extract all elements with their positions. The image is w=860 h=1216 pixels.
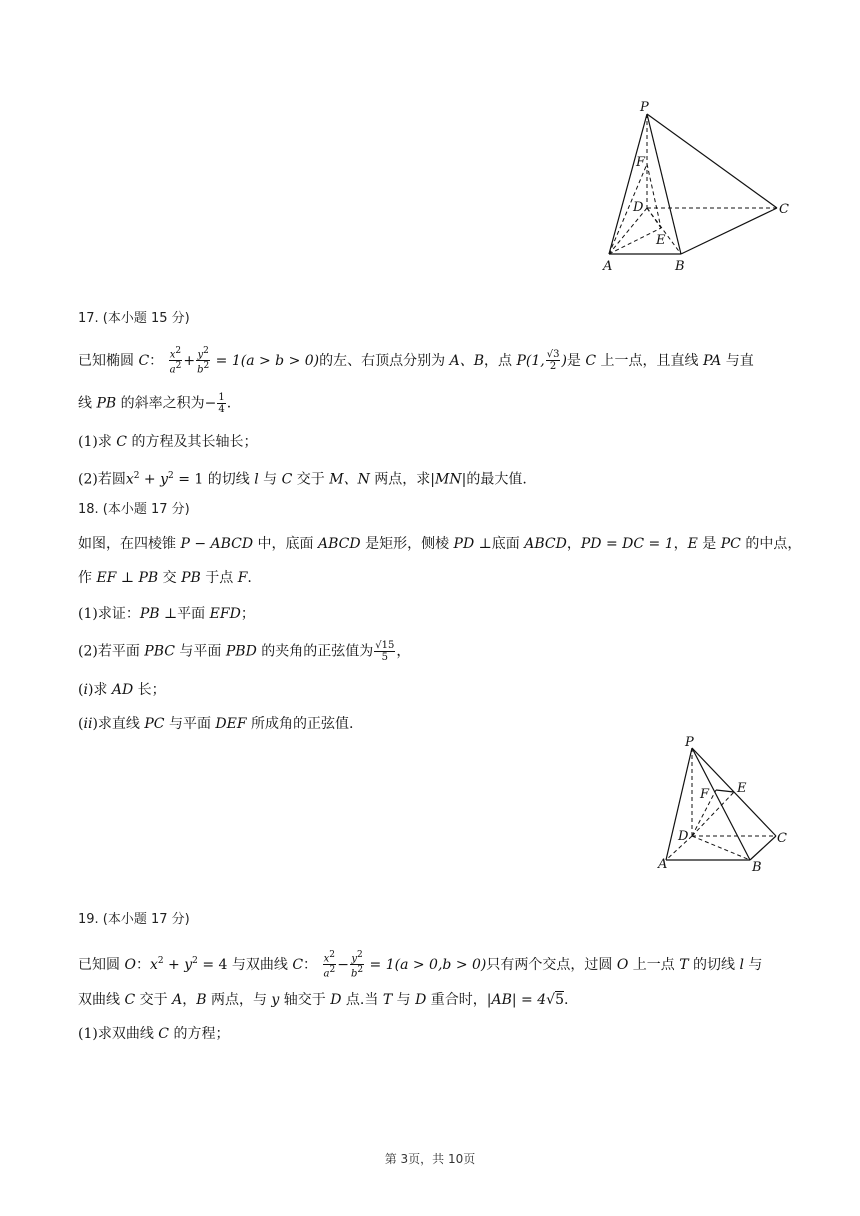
label-e: E [737, 781, 747, 796]
q18-part-2ii: (ii)求直线 PC 与平面 DEF 所成角的正弦值. [78, 716, 354, 732]
label-p: P [685, 735, 694, 750]
label-b: B [752, 860, 762, 875]
q18-line-2: 作 EF ⊥ PB 交 PB 于点 F. [78, 570, 252, 586]
edge-fe [647, 164, 661, 228]
edge-de [692, 792, 734, 836]
label-d: D [678, 829, 689, 844]
edge-de [647, 208, 661, 228]
math-eq: = 1(a > b > 0) [215, 352, 320, 369]
q17-part-2: (2)若圆$x^2 + y^2 = 1$ 的切线 l 与 C 交于 M、N 两点，求|MN|的最大值. [78, 471, 527, 488]
label-f: F [700, 787, 710, 802]
fraction-x2-a2: $\frac{x^2}{a^2}$ [169, 346, 182, 376]
edge-bc [750, 836, 776, 860]
label-c: C [777, 831, 787, 846]
q18-header: 18. (本小题 17 分) [78, 502, 190, 517]
label-p: P [640, 100, 649, 115]
q19-part-1: (1)求双曲线 C 的方程； [78, 1026, 230, 1042]
q17-header: 17. (本小题 15 分) [78, 311, 190, 326]
fraction-1-4: $\frac{1}{4}$ [218, 392, 225, 415]
q17-line-2: 线 PB 的斜率之积为− $\frac{1}{4}$ . [78, 392, 232, 415]
q17-line-1: 已知椭圆 C： $\frac{x^2}{a^2}$ + $\frac{y^2}{b^2}$ = 1(a > b > 0)的左、右顶点分别为 A、B，点 P(1, $\frac{√3}{2}$ )是 C 上一点，且直线 PA 与直 [78, 346, 754, 376]
q17-part-1: (1)求 C 的方程及其长轴长； [78, 434, 258, 450]
edge-bc [681, 208, 777, 254]
label-d: D [633, 200, 644, 215]
fraction-y2-b2: $\frac{y^2}{b^2}$ [350, 950, 364, 980]
label-a: A [658, 857, 668, 872]
edge-pa [609, 114, 647, 254]
label-f: F [636, 155, 646, 170]
text: 已知椭圆 [78, 352, 139, 369]
math-c: C [138, 352, 150, 369]
pyramid-figure-1 [595, 98, 800, 276]
edge-pb [692, 748, 750, 860]
q19-header: 19. (本小题 17 分) [78, 912, 190, 927]
label-e: E [656, 233, 666, 248]
pyramid-figure-2 [650, 734, 800, 876]
label-a: A [603, 259, 613, 274]
q18-part-1: (1)求证：PB ⊥平面 EFD； [78, 606, 255, 622]
fraction-x2-a2: $\frac{x^2}{a^2}$ [323, 950, 336, 980]
fraction-root3-2: $\frac{√3}{2}$ [546, 349, 560, 373]
text: ： [149, 352, 164, 369]
q19-line-2: 双曲线 C 交于 A，B 两点，与 y 轴交于 D 点.当 T 与 D 重合时，|AB| = 4√5. [78, 992, 569, 1008]
page-footer: 第 3页，共 10页 [384, 1152, 476, 1166]
text: ，点 [484, 352, 517, 369]
q18-part-2i: (i)求 AD 长； [78, 682, 166, 698]
edge-fe [716, 790, 734, 792]
q18-line-1: 如图，在四棱锥 P − ABCD 中，底面 ABCD 是矩形，侧棱 PD ⊥底面 ABCD，PD = DC = 1，E 是 PC 的中点， [78, 536, 802, 552]
edge-db [692, 836, 750, 860]
math-ab: A、B [449, 352, 485, 369]
text: 的左、右顶点分别为 [319, 352, 450, 369]
q18-part-2: (2)若平面 PBC 与平面 PBD 的夹角的正弦值为 $\frac{√15}{5}$ ， [78, 640, 411, 663]
fraction-root15-5: $\frac{√15}{5}$ [375, 640, 395, 663]
q19-line-1: 已知圆 O：$x^2 + y^2 = 4$ 与双曲线 C： $\frac{x^2}{a^2}$ − $\frac{y^2}{b^2}$ = 1(a > 0,b > 0)只有两个交点，过圆 O 上一点 T 的切线 l 与 [78, 950, 763, 980]
math-p: P(1, [516, 352, 545, 369]
label-c: C [779, 202, 789, 217]
edge-ae [609, 228, 661, 254]
label-b: B [675, 259, 685, 274]
fraction-y2-b2: $\frac{y^2}{b^2}$ [197, 346, 210, 376]
